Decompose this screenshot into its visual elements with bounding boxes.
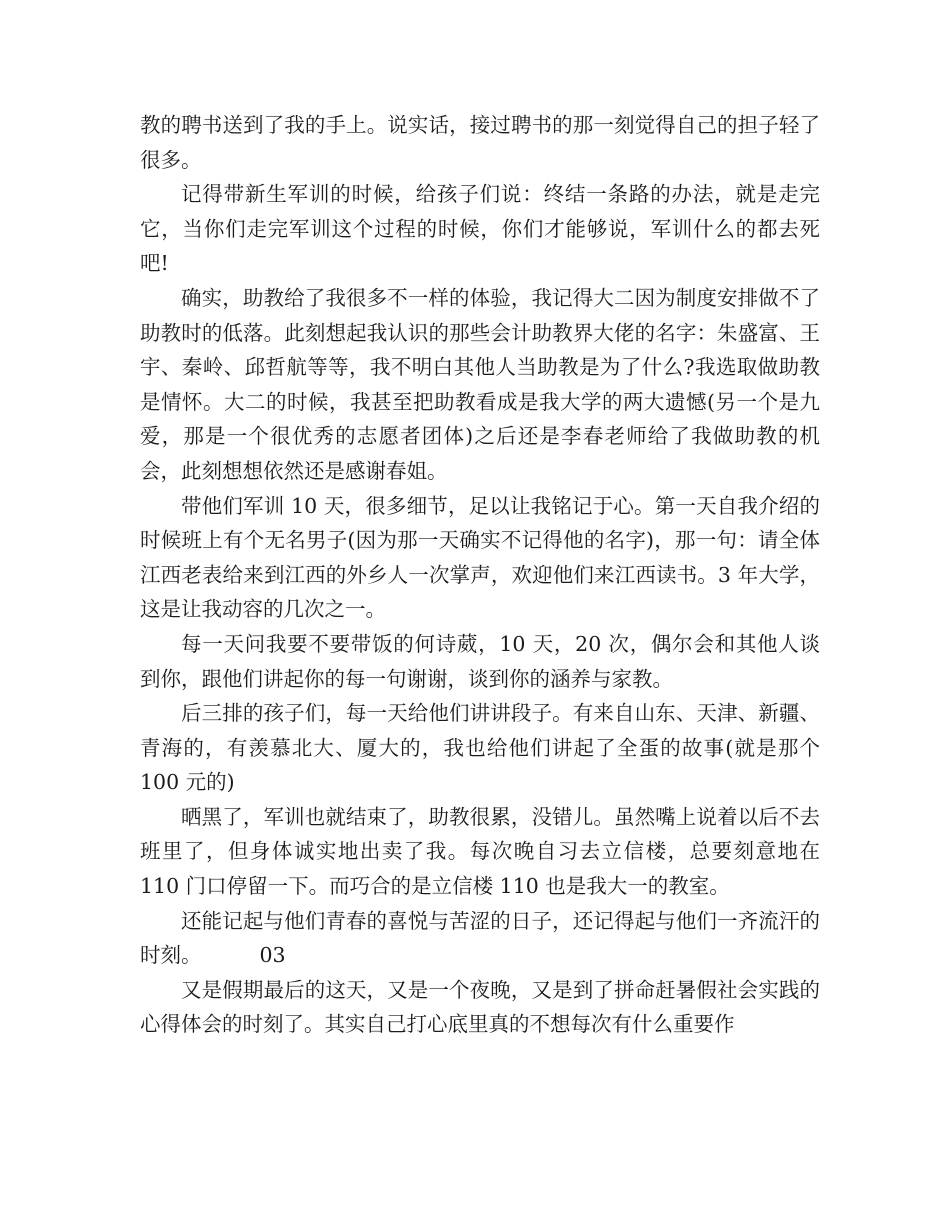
paragraph-6: 后三排的孩子们，每一天给他们讲讲段子。有来自山东、天津、新疆、青海的，有羡慕北大、厦大的，我也给他们讲起了全蛋的故事(就是那个 100 元的) [140,701,820,795]
document-body [140,108,820,1042]
paragraph-3: 确实，助教给了我很多不一样的体验，我记得大二因为制度安排做不了助教时的低落。此刻想起我认识的那些会计助教界大佬的名字：朱盛富、王宇、秦岭、邱哲航等等，我不明白其他人当助教是为了什么?我选取做助教是情怀。大二的时候，我甚至把助教看成是我大学的两大遗憾(另一个是九爱，那是一个很优秀的志愿者团体)之后还是李春老师给了我做助教的机会，此刻想想依然还是感谢春姐。 [140,285,820,483]
section-number: 03 [259,943,286,968]
paragraph-5: 每一天问我要不要带饭的何诗葳，10 天，20 次，偶尔会和其他人谈到你，跟他们讲起你的每一句谢谢，谈到你的涵养与家教。 [140,631,820,691]
paragraph-8 [140,904,820,973]
paragraph-2: 记得带新生军训的时候，给孩子们说：终结一条路的办法，就是走完它，当你们走完军训这个过程的时候，你们才能够说，军训什么的都去死吧! [140,182,820,276]
paragraph-8-text: 还能记起与他们青春的喜悦与苦涩的日子，还记得起与他们一齐流汗的时刻。 [140,908,820,968]
paragraph-4: 带他们军训 10 天，很多细节，足以让我铭记于心。第一天自我介绍的时候班上有个无名男子(因为那一天确实不记得他的名字)，那一句：请全体江西老表给来到江西的外乡人一次掌声，欢迎他们来江西读书。3 年大学，这是让我动容的几次之一。 [140,493,820,622]
paragraph-9: 又是假期最后的这天，又是一个夜晚，又是到了拼命赶暑假社会实践的心得体会的时刻了。其实自己打心底里真的不想每次有什么重要作 [140,977,820,1037]
paragraph-7: 晒黑了，军训也就结束了，助教很累，没错儿。虽然嘴上说着以后不去班里了，但身体诚实地出卖了我。每次晚自习去立信楼，总要刻意地在 110 门口停留一下。而巧合的是立信楼 110 也是我大一的教室。 [140,804,820,899]
paragraph-1: 教的聘书送到了我的手上。说实话，接过聘书的那一刻觉得自己的担子轻了很多。 [140,113,820,172]
